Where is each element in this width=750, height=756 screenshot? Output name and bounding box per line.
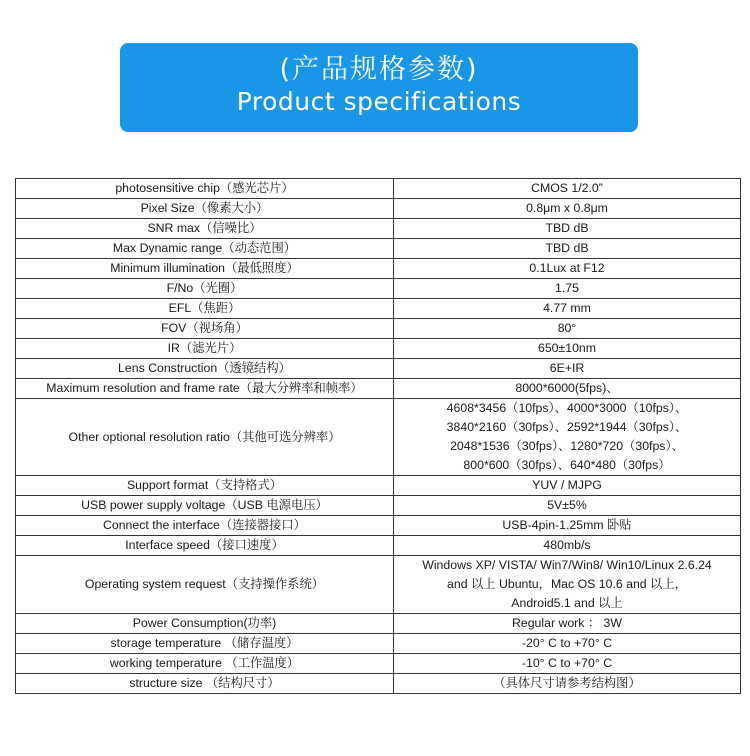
spec-row-interface-speed: [16, 536, 741, 556]
spec-row-structure-size: [16, 674, 741, 694]
spec-value: 650±10nm: [394, 339, 741, 359]
spec-label: USB power supply voltage（USB 电源电压）: [16, 496, 394, 516]
spec-label: Maximum resolution and frame rate（最大分辨率和帧率）: [16, 379, 394, 399]
spec-label: storage temperature （储存温度）: [16, 634, 394, 654]
spec-value-line: 4608*3456（10fps）、4000*3000（10fps）、: [446, 401, 688, 415]
spec-row-power-consumption: [16, 614, 741, 634]
spec-label: Pixel Size（像素大小）: [16, 199, 394, 219]
spec-value: TBD dB: [394, 219, 741, 239]
spec-value-line: and 以上 Ubuntu，Mac OS 10.6 and 以上，: [447, 577, 687, 591]
spec-row-working-temperature: [16, 654, 741, 674]
spec-label: Interface speed（接口速度）: [16, 536, 394, 556]
spec-label: IR（滤光片）: [16, 339, 394, 359]
spec-value: TBD dB: [394, 239, 741, 259]
spec-label: Support format（支持格式）: [16, 476, 394, 496]
spec-row-dynamic-range: [16, 239, 741, 259]
spec-row-ir-filter: [16, 339, 741, 359]
spec-value: 4.77 mm: [394, 299, 741, 319]
spec-table: [15, 178, 741, 694]
spec-row-efl: [16, 299, 741, 319]
spec-value: YUV / MJPG: [394, 476, 741, 496]
spec-row-pixel-size: [16, 199, 741, 219]
spec-value: USB-4pin-1.25mm 卧贴: [394, 516, 741, 536]
spec-row-storage-temperature: [16, 634, 741, 654]
spec-row-snr-max: [16, 219, 741, 239]
spec-value: -20° C to +70° C: [394, 634, 741, 654]
spec-value: -10° C to +70° C: [394, 654, 741, 674]
spec-value: 8000*6000(5fps)、: [394, 379, 741, 399]
spec-value: Regular work ： 3W: [394, 614, 741, 634]
spec-label: photosensitive chip（感光芯片）: [16, 179, 394, 199]
spec-label: Lens Construction（透镜结构）: [16, 359, 394, 379]
spec-value: 80°: [394, 319, 741, 339]
spec-row-lens-construction: [16, 359, 741, 379]
spec-row-minimum-illumination: [16, 259, 741, 279]
spec-value: 5V±5%: [394, 496, 741, 516]
spec-row-connector: [16, 516, 741, 536]
spec-row-max-resolution: [16, 379, 741, 399]
spec-value-line: 800*600（30fps）、640*480（30fps）: [463, 458, 671, 472]
spec-value-line: 3840*2160（30fps）、2592*1944（30fps）、: [446, 420, 688, 434]
spec-row-support-format: [16, 476, 741, 496]
spec-row-other-resolutions: [16, 399, 741, 476]
spec-value: （具体尺寸请参考结构图）: [394, 674, 741, 694]
spec-value: CMOS 1/2.0”: [394, 179, 741, 199]
spec-value: [394, 556, 741, 614]
spec-value: 0.8μm x 0.8μm: [394, 199, 741, 219]
spec-row-aperture: [16, 279, 741, 299]
spec-label: Max Dynamic range（动态范围）: [16, 239, 394, 259]
spec-label: Connect the interface（连接器接口）: [16, 516, 394, 536]
spec-label: Minimum illumination（最低照度）: [16, 259, 394, 279]
spec-value-line: Android5.1 and 以上: [511, 596, 623, 610]
spec-value: [394, 399, 741, 476]
spec-label: structure size （结构尺寸）: [16, 674, 394, 694]
spec-row-fov: [16, 319, 741, 339]
spec-row-photosensitive-chip: [16, 179, 741, 199]
spec-value: 480mb/s: [394, 536, 741, 556]
spec-label: working temperature （工作温度）: [16, 654, 394, 674]
spec-value-line: 2048*1536（30fps）、1280*720（30fps）、: [450, 439, 684, 453]
spec-label: SNR max（信噪比）: [16, 219, 394, 239]
spec-label: Power Consumption(功率): [16, 614, 394, 634]
spec-row-usb-voltage: [16, 496, 741, 516]
title-banner: [120, 43, 638, 132]
spec-label: Operating system request（支持操作系统）: [16, 556, 394, 614]
spec-value: 1.75: [394, 279, 741, 299]
spec-label: EFL（焦距）: [16, 299, 394, 319]
banner-title-chinese: (产品规格参数): [279, 54, 479, 85]
spec-label: Other optional resolution ratio（其他可选分辨率）: [16, 399, 394, 476]
spec-value: 6E+IR: [394, 359, 741, 379]
spec-label: F/No（光圈）: [16, 279, 394, 299]
spec-row-operating-system: [16, 556, 741, 614]
spec-value: 0.1Lux at F12: [394, 259, 741, 279]
spec-value-line: Windows XP/ VISTA/ Win7/Win8/ Win10/Linux 2.6.24: [422, 558, 712, 572]
spec-label: FOV（视场角）: [16, 319, 394, 339]
banner-title-english: Product specifications: [236, 87, 522, 116]
